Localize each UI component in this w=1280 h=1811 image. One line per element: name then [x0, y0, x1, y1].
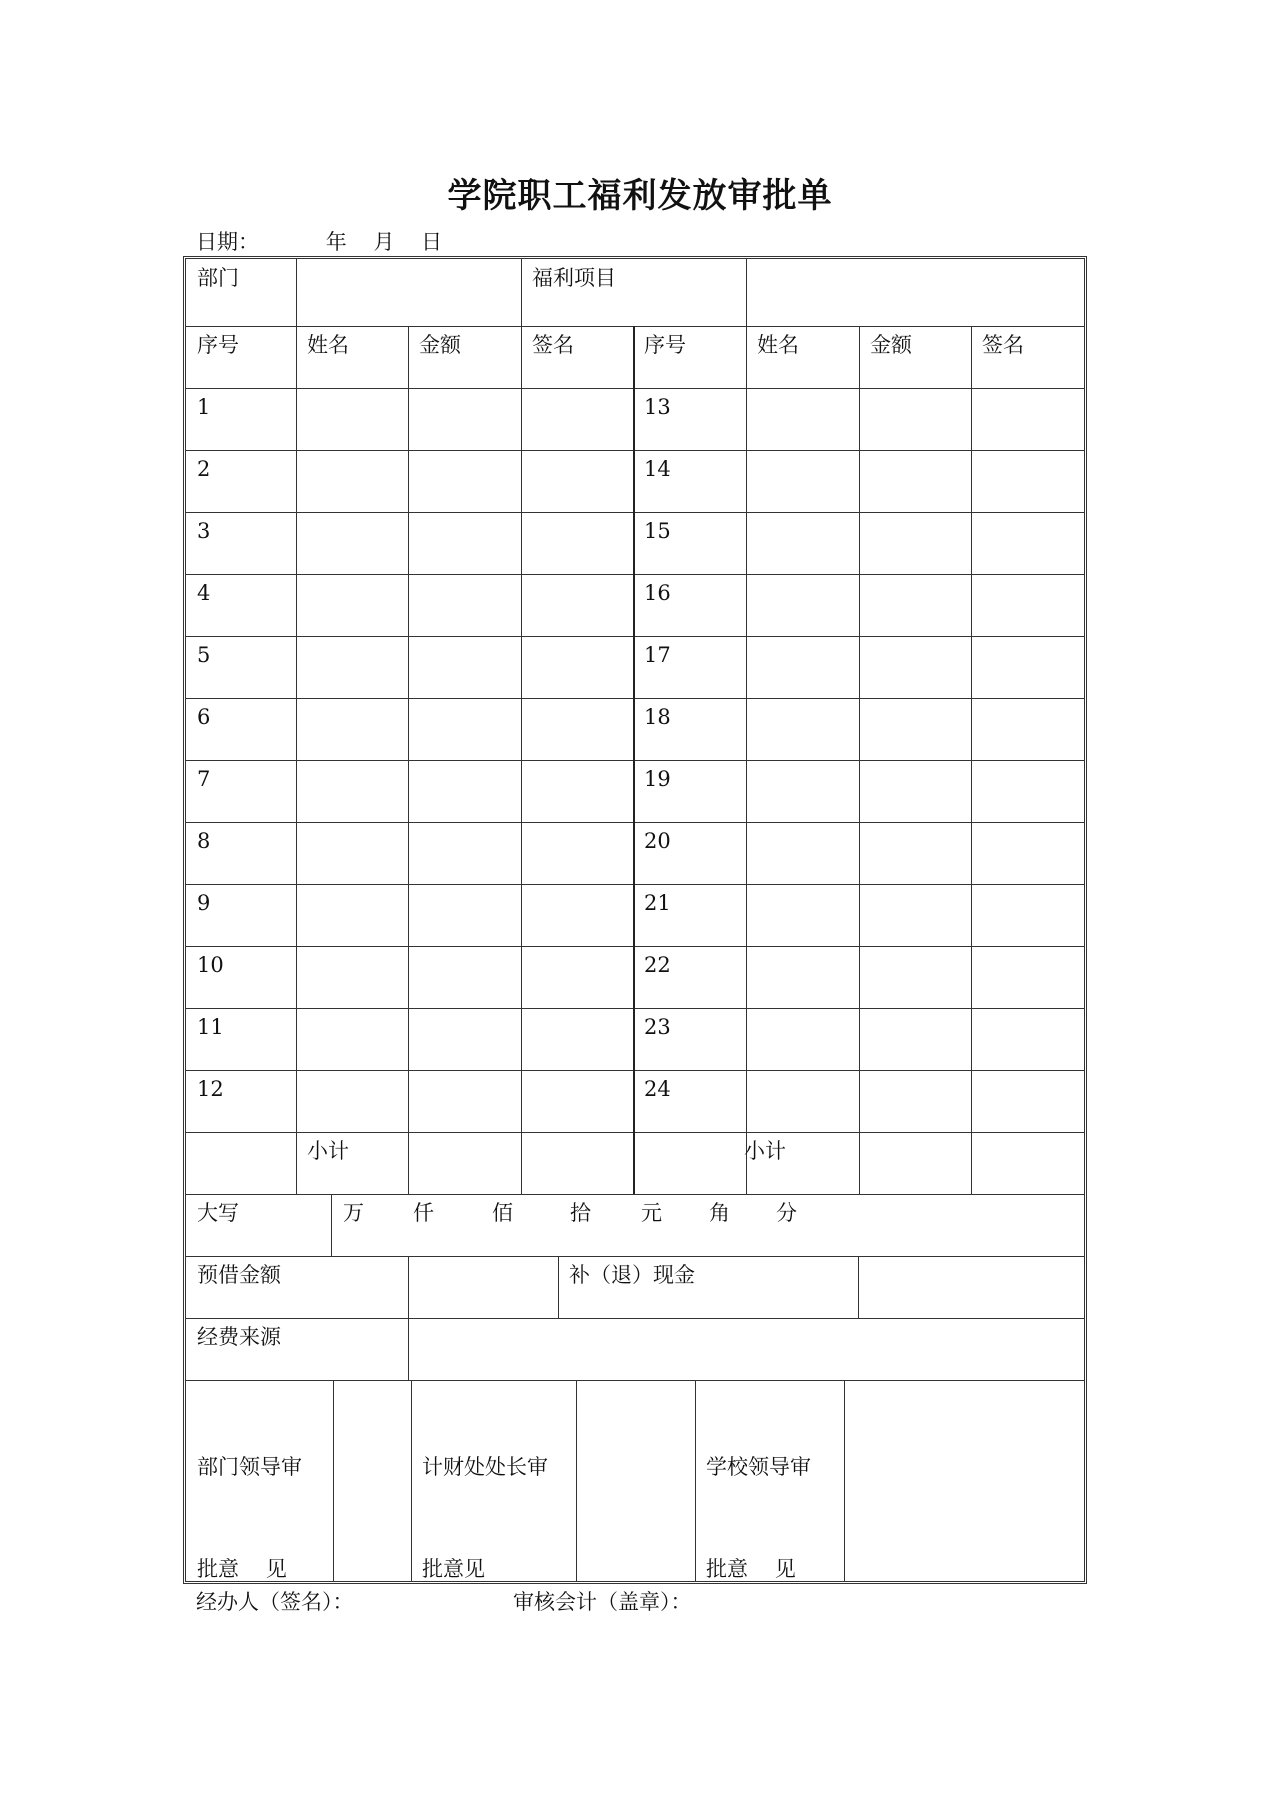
- capital-unit: 元: [641, 1201, 662, 1225]
- auditor-stamp-label: 审核会计（盖章）：: [513, 1590, 692, 1614]
- page-title: 学院职工福利发放审批单: [447, 176, 833, 216]
- capital-unit: 分: [776, 1201, 797, 1225]
- welfare-item-field[interactable]: [746, 259, 1084, 326]
- capital-unit: 角: [709, 1201, 730, 1225]
- row-number: 15: [644, 519, 671, 543]
- row-number: 16: [644, 581, 671, 605]
- row-number: 11: [197, 1015, 224, 1039]
- dept-approval-field[interactable]: [333, 1380, 411, 1581]
- cash-refund-label: 补（退）现金: [569, 1263, 695, 1287]
- row-number: 18: [644, 705, 671, 729]
- dept-approval-label-line: 批意 见: [197, 1557, 287, 1581]
- dept-field[interactable]: [296, 259, 521, 326]
- school-approval-label-line: 学校领导审: [706, 1455, 811, 1479]
- row-number: 6: [197, 705, 211, 729]
- col-divider: [521, 326, 522, 1194]
- row-number: 10: [197, 953, 224, 977]
- finance-approval-label-line: 计财处处长审: [422, 1455, 548, 1479]
- capital-amount-label: 大写: [197, 1201, 239, 1225]
- col-header-amount: 金额: [870, 333, 912, 357]
- school-approval-label-line: 批意 见: [706, 1557, 796, 1581]
- advance-amount-field[interactable]: [408, 1256, 558, 1318]
- col-divider: [859, 326, 860, 1194]
- school-approval-label: [695, 1380, 811, 1654]
- col-divider: [971, 326, 972, 1194]
- funds-source-field[interactable]: [408, 1318, 1084, 1380]
- col-header-name: 姓名: [757, 333, 799, 357]
- row-number: 2: [197, 457, 211, 481]
- dept-label: 部门: [197, 266, 239, 290]
- row-number: 3: [197, 519, 211, 543]
- row-number: 17: [644, 643, 671, 667]
- col-header-amount: 金额: [419, 333, 461, 357]
- advance-amount-label: 预借金额: [197, 1263, 281, 1287]
- col-divider: [296, 326, 297, 1194]
- row-divider: [186, 1194, 1084, 1195]
- row-number: 13: [644, 395, 671, 419]
- row-number: 1: [197, 395, 211, 419]
- row-number: 8: [197, 829, 211, 853]
- dept-approval-label-line: 部门领导审: [197, 1455, 302, 1479]
- col-divider: [331, 1194, 332, 1256]
- handler-signature-label: 经办人（签名）：: [196, 1590, 354, 1614]
- row-number: 4: [197, 581, 211, 605]
- row-number: 7: [197, 767, 211, 791]
- capital-unit: 佰: [492, 1201, 513, 1225]
- row-number: 14: [644, 457, 671, 481]
- row-number: 9: [197, 891, 211, 915]
- school-approval-field[interactable]: [844, 1380, 1084, 1581]
- welfare-item-label: 福利项目: [532, 266, 616, 290]
- capital-unit: 拾: [570, 1201, 591, 1225]
- row-number: 23: [644, 1015, 671, 1039]
- row-number: 12: [197, 1077, 224, 1101]
- cash-refund-field[interactable]: [858, 1256, 1084, 1318]
- col-header-seq: 序号: [644, 333, 686, 357]
- row-number: 22: [644, 953, 671, 977]
- date-line: 日期： 年 月 日: [196, 230, 443, 254]
- approval-form-table: [183, 256, 1087, 1584]
- row-number: 5: [197, 643, 211, 667]
- funds-source-label: 经费来源: [197, 1325, 281, 1349]
- subtotal-label: 小计: [744, 1139, 786, 1163]
- finance-approval-field[interactable]: [576, 1380, 695, 1581]
- col-header-sign: 签名: [532, 333, 574, 357]
- row-number: 20: [644, 829, 671, 853]
- col-divider: [746, 326, 747, 1194]
- col-header-seq: 序号: [197, 333, 239, 357]
- col-divider: [408, 326, 409, 1194]
- row-number: 19: [644, 767, 671, 791]
- finance-approval-label-line: 批意见: [422, 1557, 485, 1581]
- capital-unit: 万: [343, 1201, 364, 1225]
- col-header-name: 姓名: [307, 333, 349, 357]
- capital-unit: 仟: [413, 1201, 434, 1225]
- col-header-sign: 签名: [982, 333, 1024, 357]
- row-number: 21: [644, 891, 671, 915]
- row-number: 24: [644, 1077, 671, 1101]
- subtotal-label: 小计: [307, 1139, 349, 1163]
